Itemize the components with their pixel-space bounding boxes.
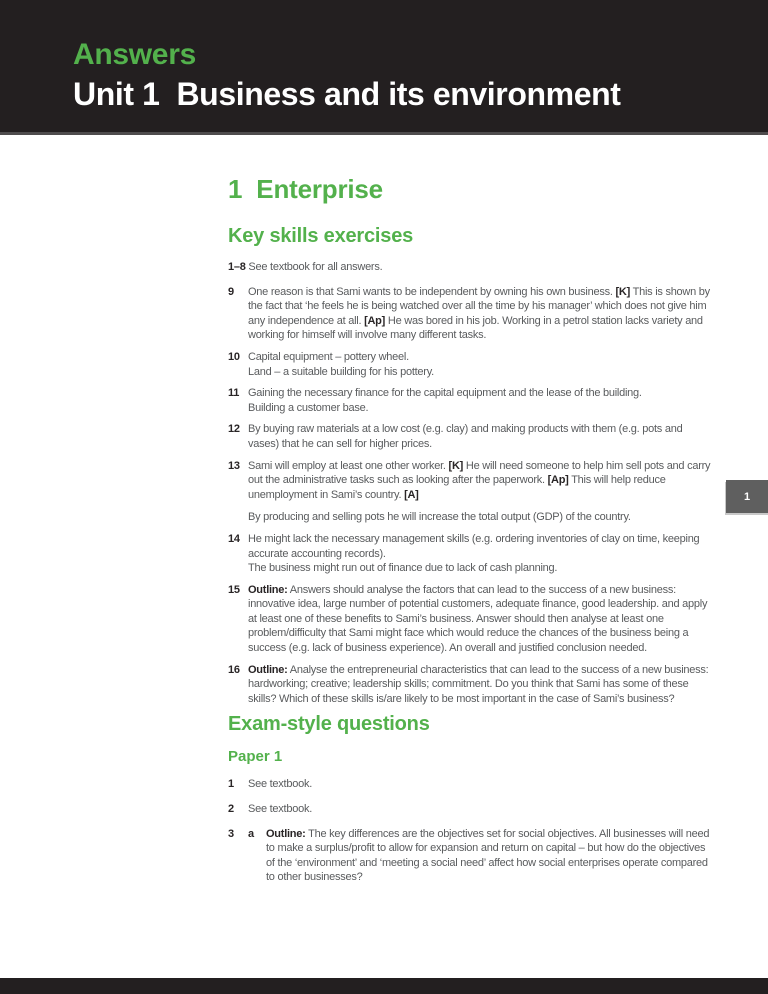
item-number: 13: [228, 459, 240, 472]
item-paragraph: [248, 285, 714, 343]
item-text: [248, 350, 714, 379]
answer-item: [228, 777, 714, 792]
answer-item: [228, 583, 714, 656]
chapter-heading: 1 Enterprise: [228, 174, 383, 204]
text-run: Answers should analyse the factors that can lead to the success of a new business: innovative idea, large number of potential customers, adequate finance, good leadership. and apply at least one of these benefits to Sami’s business. Answer should then analyse at least one problem/difficulty that Sami might face which would reduce the chances of the business being a success (e.g. lack of business experience). An overall and justified conclusion needed.: [248, 583, 708, 655]
bold-text-run: Outline:: [266, 827, 306, 840]
item-number: 9: [228, 285, 234, 298]
item-paragraph: [248, 663, 714, 707]
text-run: This is shown by the fact that ‘he feels he is being watched over all the time by his manager’ which does not give him any independence at all.: [248, 285, 710, 327]
item-paragraph: [248, 365, 714, 380]
bold-text-run: [K]: [615, 285, 630, 298]
item-text: [248, 802, 714, 817]
text-run: Gaining the necessary finance for the capital equipment and the lease of the building.: [248, 387, 642, 400]
item-paragraph: [266, 827, 714, 885]
text-run: This will help reduce unemployment in Sami’s country.: [248, 474, 666, 501]
text-run: See textbook for all answers.: [245, 261, 383, 273]
text-run: The business might run out of finance due to lack of cash planning.: [248, 562, 558, 575]
item-number: 12: [228, 423, 240, 436]
item-paragraph: [248, 561, 714, 576]
text-run: See textbook.: [248, 803, 313, 816]
item-text: [248, 583, 714, 656]
bold-text-run: [Ap]: [364, 314, 386, 327]
item-text: [248, 532, 714, 576]
page-content: [0, 138, 768, 978]
item-text: [248, 422, 714, 451]
header-band: [0, 0, 768, 135]
bold-text-run: 1–8: [228, 261, 246, 273]
answer-item: [228, 459, 714, 525]
item-paragraph: [248, 802, 714, 817]
exam-list: [228, 777, 714, 885]
text-run: He was bored in his job. Working in a petrol station lacks variety and working for himself will involve many different tasks.: [248, 314, 703, 342]
item-number: 16: [228, 663, 240, 676]
key-skills-heading: Key skills exercises: [228, 225, 414, 247]
text-run: By producing and selling pots he will increase the total output (GDP) of the country.: [248, 511, 631, 524]
item-paragraph: [248, 510, 714, 525]
item-text: [266, 827, 714, 885]
text-run: See textbook.: [248, 778, 313, 791]
item-text: [248, 459, 714, 525]
item-number: 2: [228, 803, 234, 816]
bold-text-run: Outline:: [248, 663, 288, 676]
bold-text-run: [K]: [448, 459, 464, 472]
text-run: By buying raw materials at a low cost (e.g. clay) and making products with them (e.g. pots and vases) that he can sell for higher prices.: [248, 423, 683, 450]
unit-title: Unit 1 Business and its environment: [73, 76, 621, 112]
item-paragraph: [248, 583, 714, 656]
item-number: 15: [228, 583, 240, 596]
item-paragraph: [248, 401, 714, 416]
text-run: Building a customer base.: [248, 401, 369, 414]
text-run: He might lack the necessary management skills (e.g. ordering inventories of clay on time, keeping accurate accounting records).: [248, 532, 700, 560]
item-number: 10: [228, 350, 240, 363]
bold-text-run: [A]: [404, 488, 419, 501]
item-number: 14: [228, 532, 240, 545]
item-paragraph: [248, 350, 714, 365]
text-run: The key differences are the objectives set for social objectives. All businesses will need to make a surplus/profit to allow for expansion and return on capital – but how do the objectives of the ‘environment’ and ‘meeting a social need’ affect how social enterprises operate compared to other businesses?: [266, 827, 710, 884]
bold-text-run: [Ap]: [547, 474, 569, 487]
item-text: [248, 663, 714, 707]
item-number: 3: [228, 827, 234, 840]
intro-line: [228, 260, 716, 275]
text-run: Analyse the entrepreneurial characteristics that can lead to the success of a new business: hardworking; creative; leadership skills; commitment. Do you think that Sami has some of these skills? Which of these skills is/are likely to be most important in the case of Sami’s business?: [248, 663, 709, 705]
answers-kicker: Answers: [73, 38, 196, 71]
answer-item: [228, 802, 714, 817]
answer-item: [228, 532, 714, 576]
answer-item: [228, 422, 714, 451]
item-paragraph: [248, 386, 714, 401]
item-text: [248, 285, 714, 343]
item-paragraph: [248, 422, 714, 451]
text-run: One reason is that Sami wants to be independent by owning his own business.: [248, 285, 616, 298]
text-run: He will need someone to help him sell pots and carry out the administrative tasks such as looking after the paperwork.: [248, 459, 711, 487]
answer-item: [228, 350, 714, 379]
answer-item: [228, 285, 714, 343]
item-number: 11: [228, 387, 240, 400]
bold-text-run: Outline:: [248, 583, 288, 596]
answer-item: [228, 386, 714, 415]
paper-heading: Paper 1: [228, 748, 283, 766]
text-run: Capital equipment – pottery wheel.: [248, 350, 409, 363]
exam-heading: Exam-style questions: [228, 713, 430, 736]
item-number: 1: [228, 778, 234, 791]
key-skills-list: [228, 285, 714, 707]
page-number-tab: 1: [726, 480, 768, 513]
answer-item: [228, 827, 714, 885]
item-text: [248, 777, 714, 792]
footer-band: [0, 978, 768, 994]
item-paragraph: [248, 459, 714, 503]
text-run: Sami will employ at least one other worker.: [248, 459, 449, 472]
answer-item: [228, 663, 714, 707]
item-paragraph: [248, 532, 714, 561]
item-text: [248, 386, 714, 415]
item-paragraph: [248, 777, 714, 792]
text-run: Land – a suitable building for his pottery.: [248, 365, 434, 378]
item-subletter: a: [248, 827, 254, 840]
